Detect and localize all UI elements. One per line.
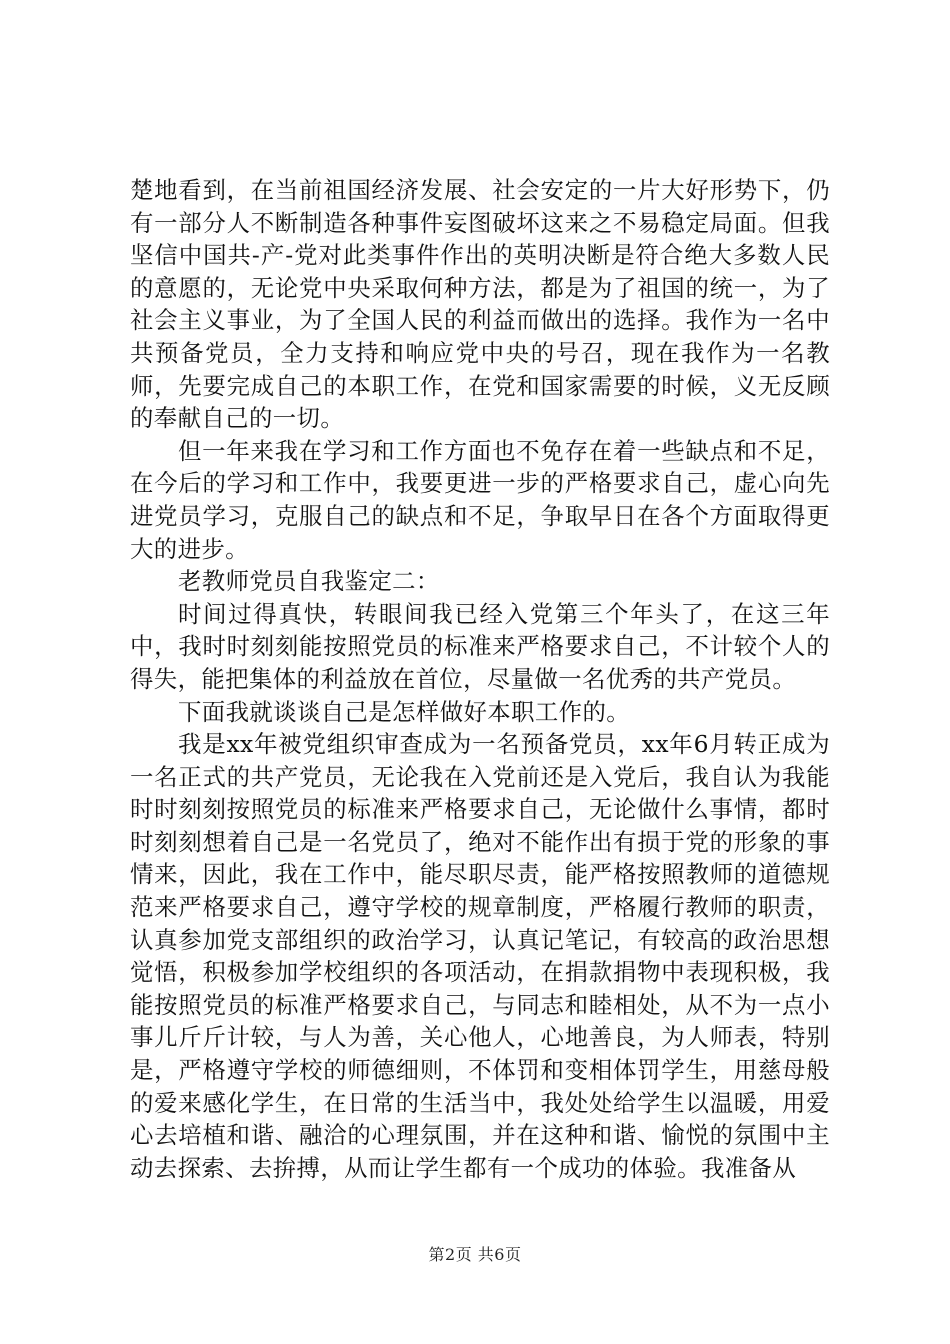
paragraph-details: 我是xx年被党组织审查成为一名预备党员，xx年6月转正成为一名正式的共产党员，无论我在入党前还是入党后，我自认为我能时时刻刻按照党员的标准来严格要求自己，无论做什么事情，都时时刻刻想着自己是一名党员了，绝对不能作出有损于党的形象的事情来，因此，我在工作中，能尽职尽责，能严格按照教师的道德规范来严格要求自己，遵守学校的规章制度，严格履行教师的职责，认真参加党支部组织的政治学习，认真记笔记，有较高的政治思想觉悟，积极参加学校组织的各项活动，在捐款捐物中表现积极，我能按照党员的标准严格要求自己，与同志和睦相处，从不为一点小事儿斤斤计较，与人为善，关心他人，心地善良，为人师表，特别是，严格遵守学校的师德细则，不体罚和变相体罚学生，用慈母般的爱来感化学生，在日常的生活当中，我处处给学生以温暖，用爱心去培植和谐、融洽的心理氛围，并在这种和谐、愉悦的氛围中主动去探索、去拚搏，从而让学生都有一个成功的体验。我准备从 — [130, 730, 830, 1182]
section-heading: 老教师党员自我鉴定二： — [178, 567, 440, 596]
paragraph-intro: 时间过得真快，转眼间我已经入党第三个年头了，在这三年中，我时时刻刻能按照党员的标准来严格要求自己，不计较个人的得失，能把集体的利益放在首位，尽量做一名优秀的共产党员。 — [130, 599, 830, 693]
document-body — [130, 174, 830, 1184]
paragraph-shortcomings: 但一年来我在学习和工作方面也不免存在着一些缺点和不足，在今后的学习和工作中，我要更进一步的严格要求自己，虚心向先进党员学习，克服自己的缺点和不足，争取早日在各个方面取得更大的进步。 — [130, 436, 830, 563]
paragraph-transition: 下面我就谈谈自己是怎样做好本职工作的。 — [178, 697, 631, 726]
page-number-footer: 第2页 共6页 — [428, 1245, 522, 1264]
paragraph-continued: 楚地看到，在当前祖国经济发展、社会安定的一片大好形势下，仍有一部分人不断制造各种事件妄图破坏这来之不易稳定局面。但我坚信中国共-产-党对此类事件作出的英明决断是符合绝大多数人民的意愿的，无论党中央采取何种方法，都是为了祖国的统一，为了社会主义事业，为了全国人民的利益而做出的选择。我作为一名中共预备党员，全力支持和响应党中央的号召，现在我作为一名教师，先要完成自己的本职工作，在党和国家需要的时候，义无反顾的奉献自己的一切。 — [130, 176, 830, 433]
